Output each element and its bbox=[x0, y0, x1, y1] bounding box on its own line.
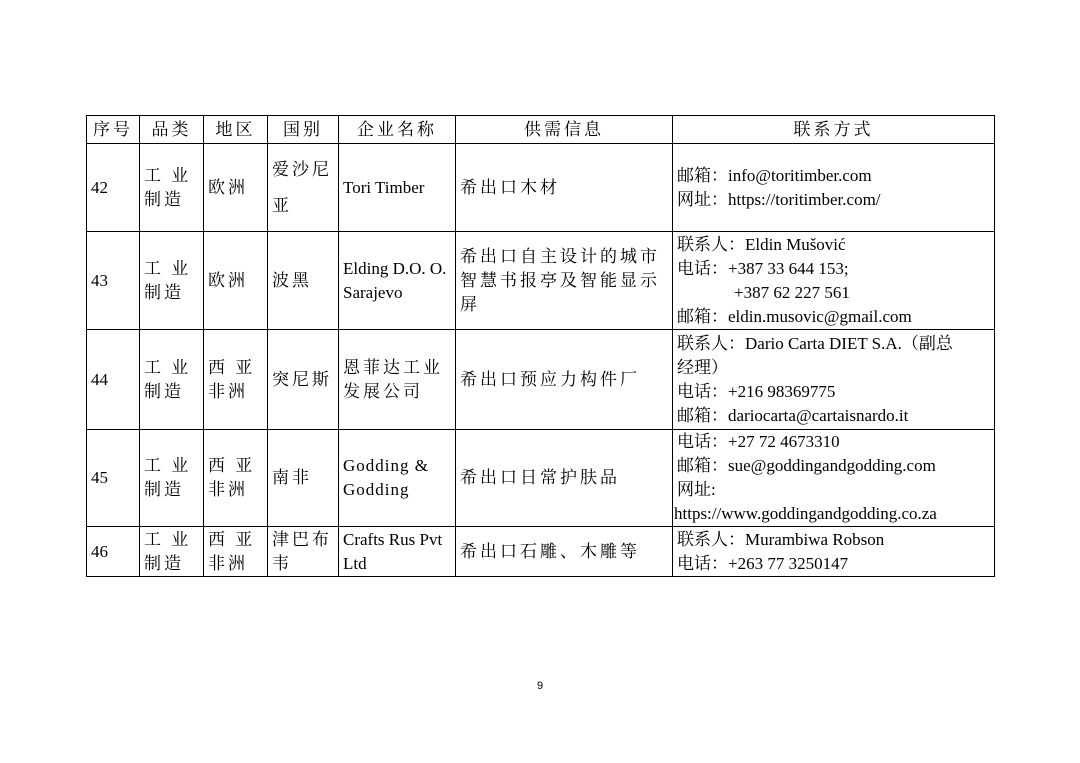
enterprise-table bbox=[86, 115, 995, 577]
row-contact bbox=[673, 330, 995, 430]
contact-line: 邮箱：dariocarta@cartaisnardo.it bbox=[677, 405, 909, 425]
row-info: 希出口石雕、木雕等 bbox=[456, 527, 673, 577]
row-country: 南非 bbox=[268, 430, 339, 527]
row-company: Godding & Godding bbox=[339, 430, 456, 527]
row-category: 工 业 制造 bbox=[140, 330, 204, 430]
row-category: 工 业 制造 bbox=[140, 527, 204, 577]
row-country: 波黑 bbox=[268, 232, 339, 330]
row-category: 工 业 制造 bbox=[140, 232, 204, 330]
row-region: 欧洲 bbox=[204, 144, 268, 232]
contact-line: 邮箱：info@toritimber.com bbox=[677, 165, 872, 185]
row-region: 西 亚 非洲 bbox=[204, 430, 268, 527]
row-number: 43 bbox=[87, 232, 140, 330]
contact-line: 电话：+387 33 644 153; bbox=[677, 258, 849, 278]
header-contact: 联系方式 bbox=[673, 116, 995, 144]
row-company: Tori Timber bbox=[339, 144, 456, 232]
row-contact bbox=[673, 527, 995, 577]
contact-line: 网址：https://toritimber.com/ bbox=[677, 189, 881, 209]
contact-line: 联系人：Murambiwa Robson bbox=[677, 529, 885, 549]
contact-line: 电话：+27 72 4673310 bbox=[677, 432, 840, 451]
row-contact bbox=[673, 144, 995, 232]
row-contact bbox=[673, 430, 995, 527]
header-no: 序号 bbox=[87, 116, 140, 144]
table-row bbox=[87, 144, 995, 232]
contact-line: 电话：+216 98369775 bbox=[677, 381, 836, 401]
header-country: 国别 bbox=[268, 116, 339, 144]
row-company: 恩菲达工业发展公司 bbox=[339, 330, 456, 430]
table-row bbox=[87, 527, 995, 577]
row-info: 希出口木材 bbox=[456, 144, 673, 232]
table-row bbox=[87, 232, 995, 330]
row-company: Crafts Rus Pvt Ltd bbox=[339, 527, 456, 577]
contact-line: 电话：+263 77 3250147 bbox=[677, 553, 849, 573]
table-row bbox=[87, 430, 995, 527]
contact-line: 网址: bbox=[677, 480, 716, 499]
row-info: 希出口日常护肤品 bbox=[456, 430, 673, 527]
row-category: 工 业 制造 bbox=[140, 144, 204, 232]
row-region: 西 亚 非洲 bbox=[204, 527, 268, 577]
contact-line: https://www.goddingandgodding.co.za bbox=[674, 504, 937, 523]
header-info: 供需信息 bbox=[456, 116, 673, 144]
header-category: 品类 bbox=[140, 116, 204, 144]
contact-line: 邮箱：eldin.musovic@gmail.com bbox=[677, 306, 912, 326]
row-category: 工 业 制造 bbox=[140, 430, 204, 527]
contact-line: +387 62 227 561 bbox=[734, 282, 850, 302]
row-country: 突尼斯 bbox=[268, 330, 339, 430]
header-company: 企业名称 bbox=[339, 116, 456, 144]
table-header-row bbox=[87, 116, 995, 144]
row-region: 西 亚 非洲 bbox=[204, 330, 268, 430]
row-company: Elding D.O. O. Sarajevo bbox=[339, 232, 456, 330]
row-country: 爱沙尼亚 bbox=[268, 144, 339, 232]
row-info: 希出口自主设计的城市智慧书报亭及智能显示屏 bbox=[456, 232, 673, 330]
contact-line: 邮箱：sue@goddingandgodding.com bbox=[677, 456, 936, 475]
row-number: 44 bbox=[87, 330, 140, 430]
contact-line: 联系人：Eldin Mušović bbox=[677, 234, 846, 254]
row-number: 45 bbox=[87, 430, 140, 527]
row-region: 欧洲 bbox=[204, 232, 268, 330]
row-country: 津巴布韦 bbox=[268, 527, 339, 577]
row-info: 希出口预应力构件厂 bbox=[456, 330, 673, 430]
table-row bbox=[87, 330, 995, 430]
row-number: 46 bbox=[87, 527, 140, 577]
page-number: 9 bbox=[536, 680, 544, 692]
contact-line: 联系人：Dario Carta DIET S.A.（副总 bbox=[677, 333, 953, 353]
contact-line: 经理） bbox=[677, 357, 728, 377]
row-number: 42 bbox=[87, 144, 140, 232]
header-region: 地区 bbox=[204, 116, 268, 144]
row-contact bbox=[673, 232, 995, 330]
